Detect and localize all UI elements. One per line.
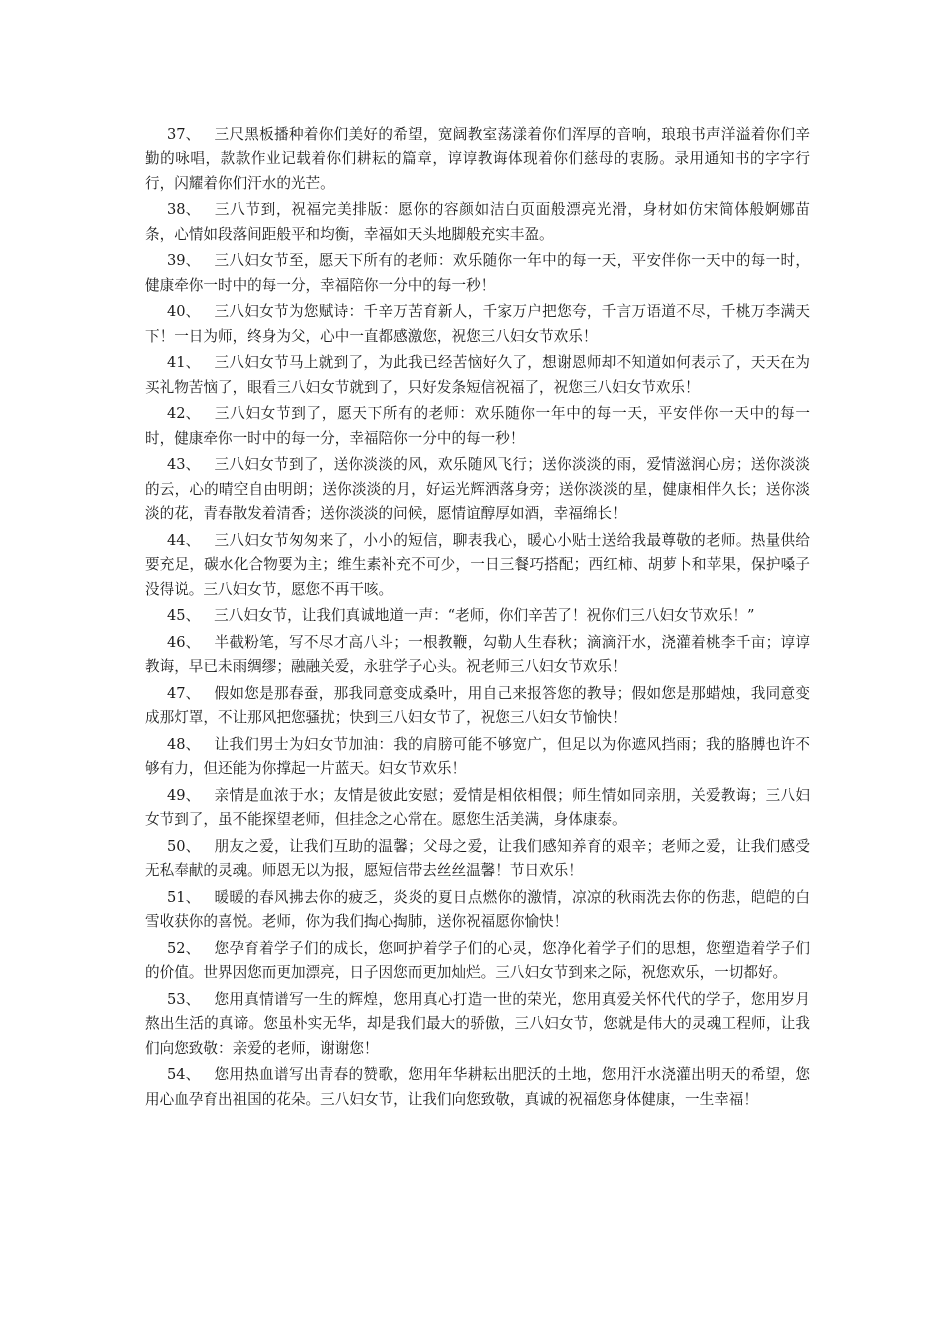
paragraph-number: 40、 xyxy=(167,303,201,321)
paragraph-text: 您孕育着学子们的成长，您呵护着学子们的心灵，您净化着学子们的思想，您塑造着学子们的价值。世界因您而更加漂亮，日子因您而更加灿烂。三八妇女节到来之际，祝您欢乐，一切都好。 xyxy=(145,939,810,982)
paragraph-text: 三八妇女节为您赋诗：千辛万苦育新人，千家万户把您夸，千言万语道不尽，千桃万李满天下！一日为师，终身为父，心中一直都感激您，祝您三八妇女节欢乐！ xyxy=(145,303,810,345)
paragraph-text: 您用真情谱写一生的辉煌，您用真心打造一世的荣光，您用真爱关怀代代的学子，您用岁月熬出生活的真谛。您虽朴实无华，却是我们最大的骄傲，三八妇女节，您就是伟大的灵魂工程师，让我们向您致敬：亲爱的老师，谢谢您！ xyxy=(145,990,810,1057)
paragraph-text: 半截粉笔，写不尽才高八斗；一根教鞭，勾勒人生春秋；滴滴汗水，浇灌着桃李千亩；谆谆教诲，早已未雨绸缪；融融关爱，永驻学子心头。祝老师三八妇女节欢乐！ xyxy=(145,633,810,676)
paragraph-number: 51、 xyxy=(167,888,201,906)
paragraph-42 xyxy=(145,402,810,451)
paragraph-number: 43、 xyxy=(167,456,201,474)
paragraph-number: 50、 xyxy=(167,837,201,855)
paragraph-text: 让我们男士为妇女节加油：我的肩膀可能不够宽广，但足以为你遮风挡雨；我的胳膊也许不够有力，但还能为你撑起一片蓝天。妇女节欢乐！ xyxy=(145,735,810,778)
paragraph-text: 三八妇女节匆匆来了，小小的短信，聊表我心，暖心小贴士送给我最尊敬的老师。热量供给要充足，碳水化合物要为主；维生素补充不可少，一日三餐巧搭配；西红柿、胡萝卜和苹果，保护嗓子没得说。三八妇女节，愿您不再干咳。 xyxy=(145,531,810,598)
paragraph-text: 三八妇女节到了，愿天下所有的老师：欢乐随你一年中的每一天，平安伴你一天中的每一时，健康牵你一时中的每一分，幸福陪你一分中的每一秒！ xyxy=(145,405,810,447)
paragraph-number: 47、 xyxy=(167,684,201,702)
paragraph-text: 三八妇女节马上就到了，为此我已经苦恼好久了，想谢恩师却不知道如何表示了，天天在为买礼物苦恼了，眼看三八妇女节就到了，只好发条短信祝福了，祝您三八妇女节欢乐！ xyxy=(145,354,810,396)
paragraph-54 xyxy=(145,1063,810,1112)
paragraph-text: 您用热血谱写出青春的赞歌，您用年华耕耘出肥沃的土地，您用汗水浇灌出明天的希望，您用心血孕育出祖国的花朵。三八妇女节，让我们向您致敬，真诚的祝福您身体健康，一生幸福！ xyxy=(145,1066,810,1108)
paragraph-40 xyxy=(145,300,810,349)
paragraph-53 xyxy=(145,988,810,1061)
paragraph-number: 54、 xyxy=(167,1066,201,1084)
paragraph-39 xyxy=(145,249,810,298)
paragraph-text: 三八妇女节至，愿天下所有的老师：欢乐随你一年中的每一天，平安伴你一天中的每一时，健康牵你一时中的每一分，幸福陪你一分中的每一秒！ xyxy=(145,252,810,294)
paragraph-text: 假如您是那春蚕，那我同意变成桑叶，用自己来报答您的教导；假如您是那蜡烛，我同意变成那灯罩，不让那风把您骚扰；快到三八妇女节了，祝您三八妇女节愉快！ xyxy=(145,684,810,727)
paragraph-45 xyxy=(145,604,810,628)
paragraph-44 xyxy=(145,529,810,602)
paragraph-number: 37、 xyxy=(167,126,201,143)
paragraph-number: 49、 xyxy=(167,786,201,804)
paragraph-number: 48、 xyxy=(167,735,201,753)
paragraph-text: 三八妇女节到了，送你淡淡的风，欢乐随风飞行；送你淡淡的雨，爱情滋润心房；送你淡淡的云，心的晴空自由明朗；送你淡淡的月，好运光辉洒落身旁；送你淡淡的星，健康相伴久长；送你淡淡的花，青春散发着清香；送你淡淡的问候，愿情谊醇厚如酒，幸福绵长！ xyxy=(145,456,810,523)
paragraph-number: 38、 xyxy=(167,201,201,219)
paragraph-38 xyxy=(145,198,810,247)
paragraph-text: 三八节到，祝福完美排版：愿你的容颜如洁白页面般漂亮光滑，身材如仿宋简体般婀娜苗条，心情如段落间距般平和均衡，幸福如天头地脚般充实丰盈。 xyxy=(145,201,810,243)
paragraph-text: 暖暖的春风拂去你的疲乏，炎炎的夏日点燃你的激情，凉凉的秋雨洗去你的伤悲，皑皑的白雪收获你的喜悦。老师，你为我们掏心掏肺，送你祝福愿你愉快！ xyxy=(145,888,810,931)
paragraph-48 xyxy=(145,733,810,782)
paragraph-number: 44、 xyxy=(167,531,201,549)
paragraph-text: 朋友之爱，让我们互助的温馨；父母之爱，让我们感知养育的艰辛；老师之爱，让我们感受无私奉献的灵魂。师恩无以为报，愿短信带去丝丝温馨！节日欢乐！ xyxy=(145,837,810,880)
paragraph-number: 42、 xyxy=(167,405,201,423)
paragraph-49 xyxy=(145,784,810,833)
paragraph-52 xyxy=(145,937,810,986)
paragraph-text: 亲情是血浓于水；友情是彼此安慰；爱情是相依相偎；师生情如同亲朋，关爱教诲；三八妇女节到了，虽不能探望老师，但挂念之心常在。愿您生活美满，身体康泰。 xyxy=(145,786,810,829)
paragraph-41 xyxy=(145,351,810,400)
paragraph-50 xyxy=(145,835,810,884)
paragraph-51 xyxy=(145,886,810,935)
paragraph-47 xyxy=(145,682,810,731)
paragraph-number: 45、 xyxy=(167,607,201,625)
document-body xyxy=(145,123,810,1114)
paragraph-text: 三八妇女节，让我们真诚地道一声：“老师，你们辛苦了！祝你们三八妇女节欢乐！” xyxy=(214,607,755,625)
paragraph-37 xyxy=(145,123,810,196)
paragraph-number: 39、 xyxy=(167,252,201,270)
paragraph-number: 52、 xyxy=(167,939,201,957)
paragraph-text: 三尺黑板播种着你们美好的希望，宽阔教室荡漾着你们浑厚的音响，琅琅书声洋溢着你们辛勤的咏唱，款款作业记载着你们耕耘的篇章，谆谆教诲体现着你们慈母的衷肠。录用通知书的字字行行，闪耀着你们汗水的光芒。 xyxy=(145,126,810,192)
paragraph-46 xyxy=(145,631,810,680)
paragraph-43 xyxy=(145,453,810,526)
paragraph-number: 53、 xyxy=(167,990,201,1008)
paragraph-number: 46、 xyxy=(167,633,201,651)
paragraph-number: 41、 xyxy=(167,354,201,372)
